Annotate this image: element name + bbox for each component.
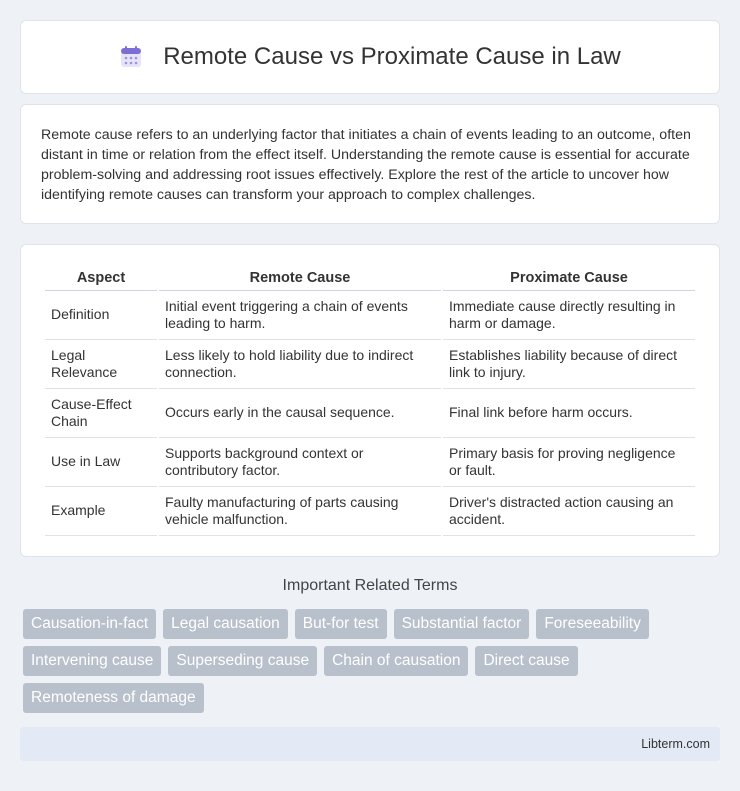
footer xyxy=(20,727,720,761)
table-cell-aspect: Legal Relevance xyxy=(45,340,157,389)
column-header-aspect: Aspect xyxy=(45,265,157,291)
tag-substantial-factor[interactable]: Substantial factor xyxy=(394,609,530,639)
table-cell-remote: Occurs early in the causal sequence. xyxy=(159,389,441,438)
related-terms-title: Important Related Terms xyxy=(282,577,458,594)
table-cell-aspect: Use in Law xyxy=(45,438,157,487)
page-title: Remote Cause vs Proximate Cause in Law xyxy=(163,43,621,70)
tag-remoteness-of-damage[interactable]: Remoteness of damage xyxy=(23,683,204,713)
table-cell-remote: Less likely to hold liability due to indirect connection. xyxy=(159,340,441,389)
table-cell-proximate: Immediate cause directly resulting in harm or damage. xyxy=(443,291,695,340)
tag-chain-of-causation[interactable]: Chain of causation xyxy=(324,646,468,676)
table-cell-remote: Supports background context or contributory factor. xyxy=(159,438,441,487)
tag-but-for-test[interactable]: But-for test xyxy=(295,609,387,639)
table-cell-proximate: Establishes liability because of direct link to injury. xyxy=(443,340,695,389)
table-row xyxy=(45,438,695,487)
table-cell-remote: Initial event triggering a chain of events leading to harm. xyxy=(159,291,441,340)
intro-card xyxy=(20,104,720,224)
table-row xyxy=(45,389,695,438)
footer-site-link[interactable]: Libterm.com xyxy=(641,737,710,751)
tag-foreseeability[interactable]: Foreseeability xyxy=(536,609,649,639)
table-cell-proximate: Driver's distracted action causing an accident. xyxy=(443,487,695,536)
comparison-table xyxy=(43,265,697,536)
table-cell-proximate: Primary basis for proving negligence or fault. xyxy=(443,438,695,487)
table-cell-aspect: Definition xyxy=(45,291,157,340)
comparison-table-card xyxy=(20,244,720,557)
table-row xyxy=(45,487,695,536)
table-cell-aspect: Cause-Effect Chain xyxy=(45,389,157,438)
tag-legal-causation[interactable]: Legal causation xyxy=(163,609,288,639)
table-header-row xyxy=(45,265,695,291)
intro-text: Remote cause refers to an underlying factor that initiates a chain of events leading to an outcome, often distant in time or relation from the effect itself. Understanding the remote cause is essential for accurate problem-solving and addressing root issues effectively. Explore the rest of the article to uncover how identifying remote causes can transform your approach to complex challenges. xyxy=(41,127,691,203)
tag-intervening-cause[interactable]: Intervening cause xyxy=(23,646,161,676)
header-card xyxy=(20,20,720,94)
column-header-remote-cause: Remote Cause xyxy=(159,265,441,291)
related-terms-tags xyxy=(23,609,723,713)
column-header-proximate-cause: Proximate Cause xyxy=(443,265,695,291)
tag-direct-cause[interactable]: Direct cause xyxy=(475,646,577,676)
tag-causation-in-fact[interactable]: Causation-in-fact xyxy=(23,609,156,639)
calendar-icon xyxy=(119,45,143,69)
table-cell-aspect: Example xyxy=(45,487,157,536)
table-cell-proximate: Final link before harm occurs. xyxy=(443,389,695,438)
table-row xyxy=(45,291,695,340)
table-cell-remote: Faulty manufacturing of parts causing vehicle malfunction. xyxy=(159,487,441,536)
table-row xyxy=(45,340,695,389)
tag-superseding-cause[interactable]: Superseding cause xyxy=(168,646,317,676)
